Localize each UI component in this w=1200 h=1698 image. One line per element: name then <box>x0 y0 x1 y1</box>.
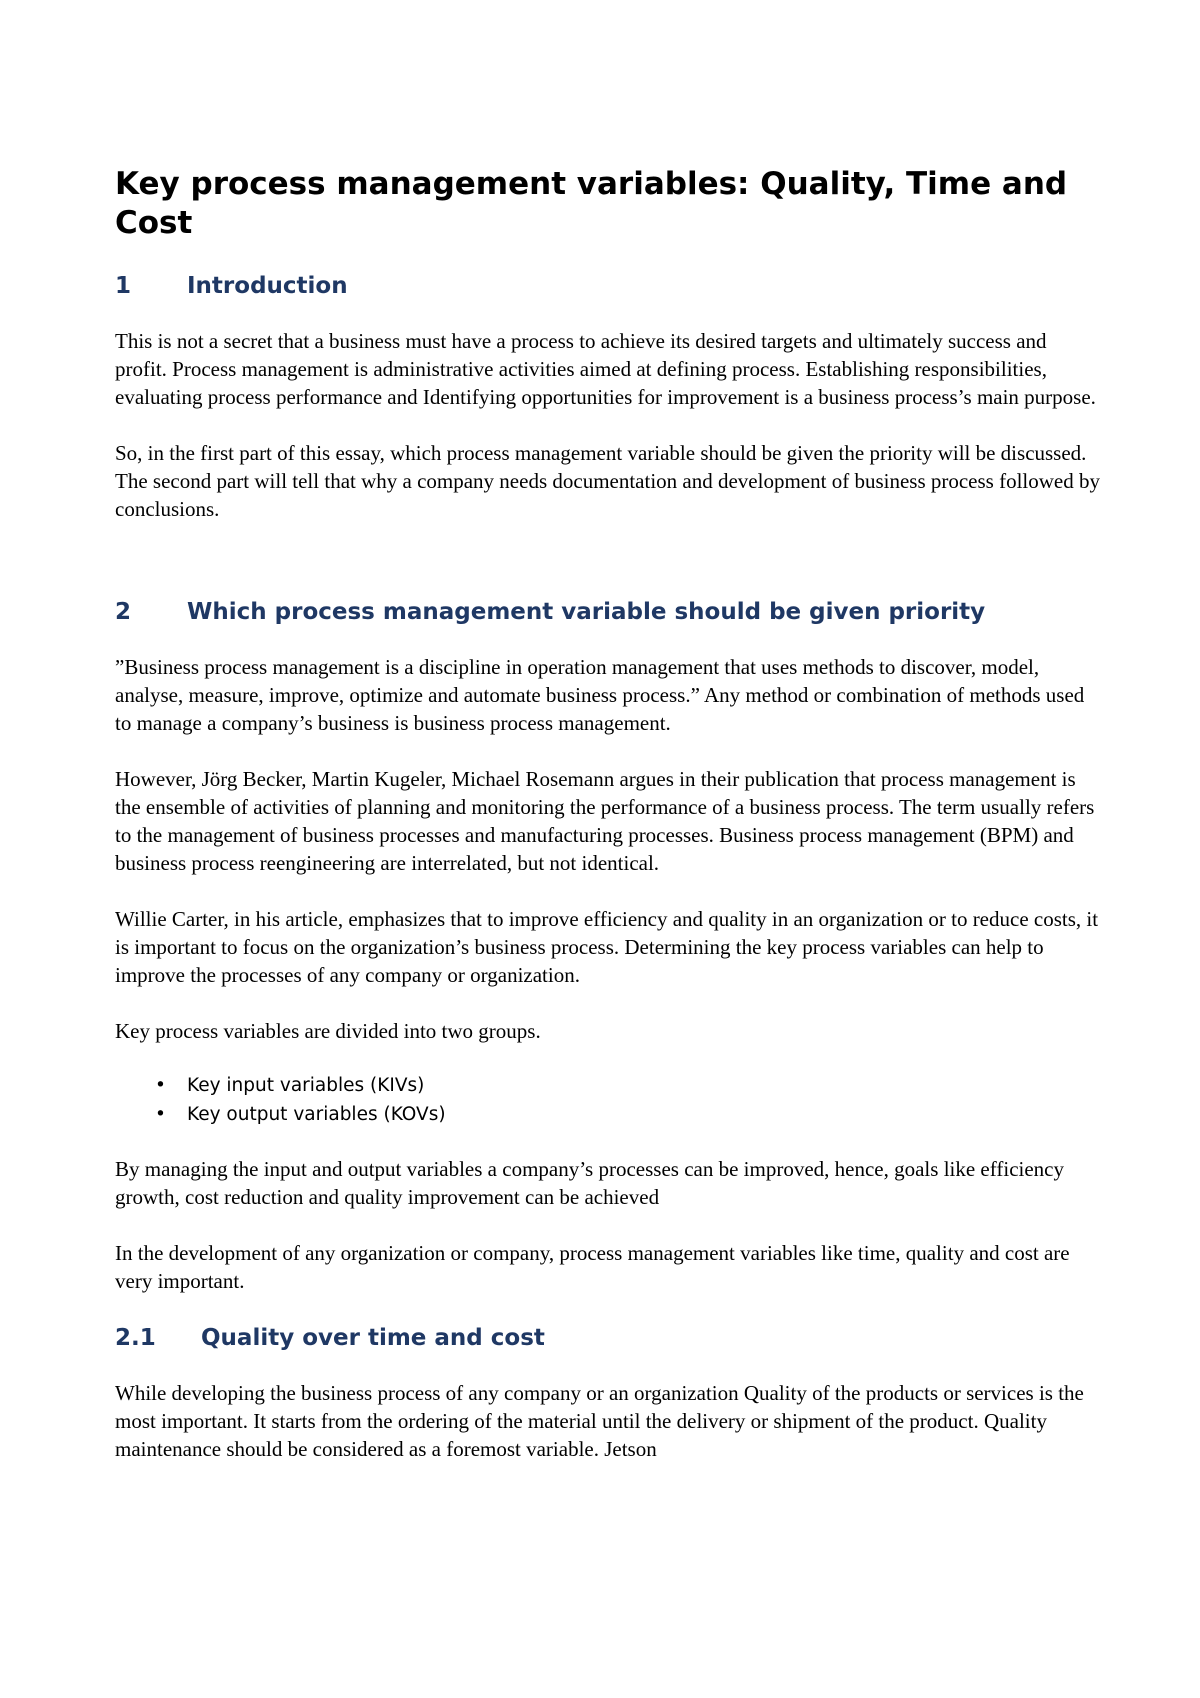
section-number: 2.1 <box>115 1325 156 1351</box>
list-item <box>115 1100 1100 1129</box>
paragraph: In the development of any organization or company, process management variables like time, quality and cost are very important. <box>115 1241 1070 1293</box>
paragraph: Willie Carter, in his article, emphasizes that to improve efficiency and quality in an organization or to reduce costs, it is important to focus on the organization’s business process. Determining the key process variables can help to improve the processes of any company or organization. <box>115 907 1099 987</box>
section-heading-introduction <box>115 271 1100 301</box>
paragraph: Key process variables are divided into two groups. <box>115 1019 541 1043</box>
list-item <box>115 1071 1100 1100</box>
section-title: Introduction <box>187 273 348 299</box>
paragraph: ”Business process management is a discipline in operation management that uses methods to discover, model, analyse, measure, improve, optimize and automate business process.” Any method or combination of methods used to manage a company’s business is business process management. <box>115 655 1085 735</box>
bullet-list <box>115 1071 1100 1129</box>
paragraph: However, Jörg Becker, Martin Kugeler, Michael Rosemann argues in their publication that process management is the ensemble of activities of planning and monitoring the performance of a business process. The term usually refers to the management of business processes and manufacturing processes. Business process management (BPM) and business process reengineering are interrelated, but not identical. <box>115 767 1095 875</box>
bullet-icon: • <box>155 1075 166 1096</box>
section-title: Which process management variable should be given priority <box>187 599 986 625</box>
paragraph: While developing the business process of any company or an organization Quality of the products or services is the most important. It starts from the ordering of the material until the delivery or shipment of the product. Quality maintenance should be considered as a foremost variable. Jetson <box>115 1381 1084 1461</box>
section-title: Quality over time and cost <box>201 1325 545 1351</box>
document-title: Key process management variables: Quality, Time and Cost <box>115 166 1068 241</box>
section-heading-quality <box>115 1323 1100 1353</box>
document-body <box>115 165 1100 1463</box>
section-number: 1 <box>115 273 132 299</box>
section-number: 2 <box>115 599 132 625</box>
paragraph: This is not a secret that a business must have a process to achieve its desired targets and ultimately success and profit. Process management is administrative activities aimed at defining process. Establishing responsibilities, evaluating process performance and Identifying opportunities for improvement is a business process’s main purpose. <box>115 329 1096 409</box>
paragraph: By managing the input and output variables a company’s processes can be improved, hence, goals like efficiency growth, cost reduction and quality improvement can be achieved <box>115 1157 1064 1209</box>
paragraph: So, in the first part of this essay, which process management variable should be given the priority will be discussed. The second part will tell that why a company needs documentation and development of business process followed by conclusions. <box>115 441 1101 521</box>
section-heading-priority <box>115 597 1100 627</box>
list-item-text: Key input variables (KIVs) <box>187 1075 425 1096</box>
list-item-text: Key output variables (KOVs) <box>187 1104 446 1125</box>
bullet-icon: • <box>155 1104 166 1125</box>
